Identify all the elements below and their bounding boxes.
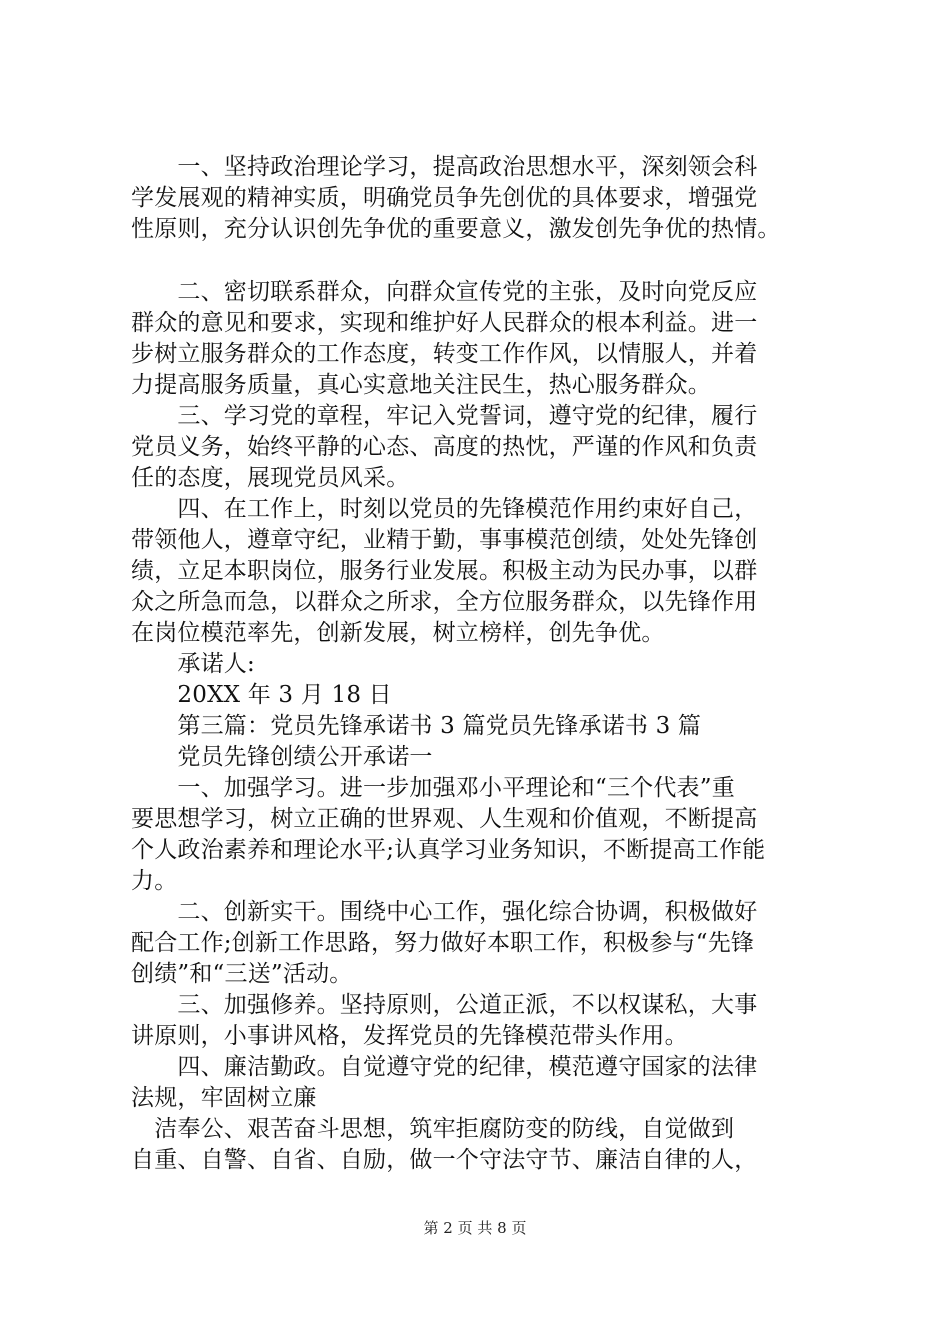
text-line: 性原则，充分认识创先争优的重要意义，激发创先争优的热情。 <box>131 216 781 242</box>
text-line: 要思想学习，树立正确的世界观、人生观和价值观，不断提高 <box>131 806 758 832</box>
text-line: 法规，牢固树立廉 <box>131 1085 317 1111</box>
text-line: 配合工作;创新工作思路，努力做好本职工作，积极参与“先锋 <box>131 930 755 956</box>
text-line: 群众的意见和要求，实现和维护好人民群众的根本利益。进一 <box>131 310 758 336</box>
document-body <box>131 152 843 1176</box>
text-line: 学发展观的精神实质，明确党员争先创优的具体要求，增强党 <box>131 185 758 211</box>
text-line: 一、加强学习。进一步加强邓小平理论和“三个代表”重 <box>131 775 735 801</box>
text-line: 三、学习党的章程，牢记入党誓词，遵守党的纪律，履行 <box>131 403 758 429</box>
text-line: 党员义务，始终平静的心态、高度的热忱，严谨的作风和负责 <box>131 434 758 460</box>
text-line: 力提高服务质量，真心实意地关注民生，热心服务群众。 <box>131 372 711 398</box>
text-line: 二、创新实干。围绕中心工作，强化综合协调，积极做好 <box>131 899 758 925</box>
text-line: 讲原则，小事讲风格，发挥党员的先锋模范带头作用。 <box>131 1023 688 1049</box>
paragraph-pledge-1 <box>131 773 843 897</box>
paragraph-pledge-2 <box>131 897 843 990</box>
paragraph-pledge-3 <box>131 990 843 1052</box>
paragraph-commitment-1 <box>131 152 843 245</box>
text-line: 个人政治素养和理论水平;认真学习业务知识，不断提高工作能 <box>131 837 766 863</box>
text-line: 创绩”和“三送”活动。 <box>131 961 353 987</box>
text-line: 四、在工作上，时刻以党员的先锋模范作用约束好自己， <box>131 496 758 522</box>
section-heading <box>131 711 843 773</box>
paragraph-pledge-4 <box>131 1052 843 1176</box>
text-line: 步树立服务群众的工作态度，转变工作作风，以情服人，并着 <box>131 341 758 367</box>
signatory-label: 承诺人: <box>131 651 255 677</box>
text-line: 绩，立足本职岗位，服务行业发展。积极主动为民办事，以群 <box>131 558 758 584</box>
text-line: 众之所急而急，以群众之所求，全方位服务群众，以先锋作用 <box>131 589 758 615</box>
text-line: 任的态度，展现党员风采。 <box>131 465 410 491</box>
text-line: 二、密切联系群众，向群众宣传党的主张，及时向党反应 <box>131 279 758 305</box>
text-line: 三、加强修养。坚持原则，公道正派，不以权谋私，大事 <box>131 992 758 1018</box>
paragraph-gap <box>131 245 843 277</box>
paragraph-commitment-2 <box>131 277 843 401</box>
text-line: 自重、自警、自省、自励，做一个守法守节、廉洁自律的人， <box>131 1147 758 1173</box>
text-line: 力。 <box>131 868 178 894</box>
text-line: 在岗位模范率先，创新发展，树立榜样，创先争优。 <box>131 620 665 646</box>
paragraph-commitment-3 <box>131 401 843 494</box>
text-line: 洁奉公、艰苦奋斗思想，筑牢拒腐防变的防线，自觉做到 <box>131 1116 735 1142</box>
subsection-title: 党员先锋创绩公开承诺一 <box>131 744 433 770</box>
date-line: 20XX 年 3 月 18 日 <box>131 682 392 708</box>
chapter-title: 第三篇：党员先锋承诺书 3 篇党员先锋承诺书 3 篇 <box>131 713 702 739</box>
page-number-footer: 第 2 页 共 8 页 <box>423 1219 527 1237</box>
paragraph-commitment-4 <box>131 494 843 649</box>
text-line: 四、廉洁勤政。自觉遵守党的纪律，模范遵守国家的法律 <box>131 1054 758 1080</box>
text-line: 一、坚持政治理论学习，提高政治思想水平，深刻领会科 <box>131 154 758 180</box>
signature-block <box>131 649 843 711</box>
text-line: 带领他人，遵章守纪，业精于勤，事事模范创绩，处处先锋创 <box>131 527 758 553</box>
